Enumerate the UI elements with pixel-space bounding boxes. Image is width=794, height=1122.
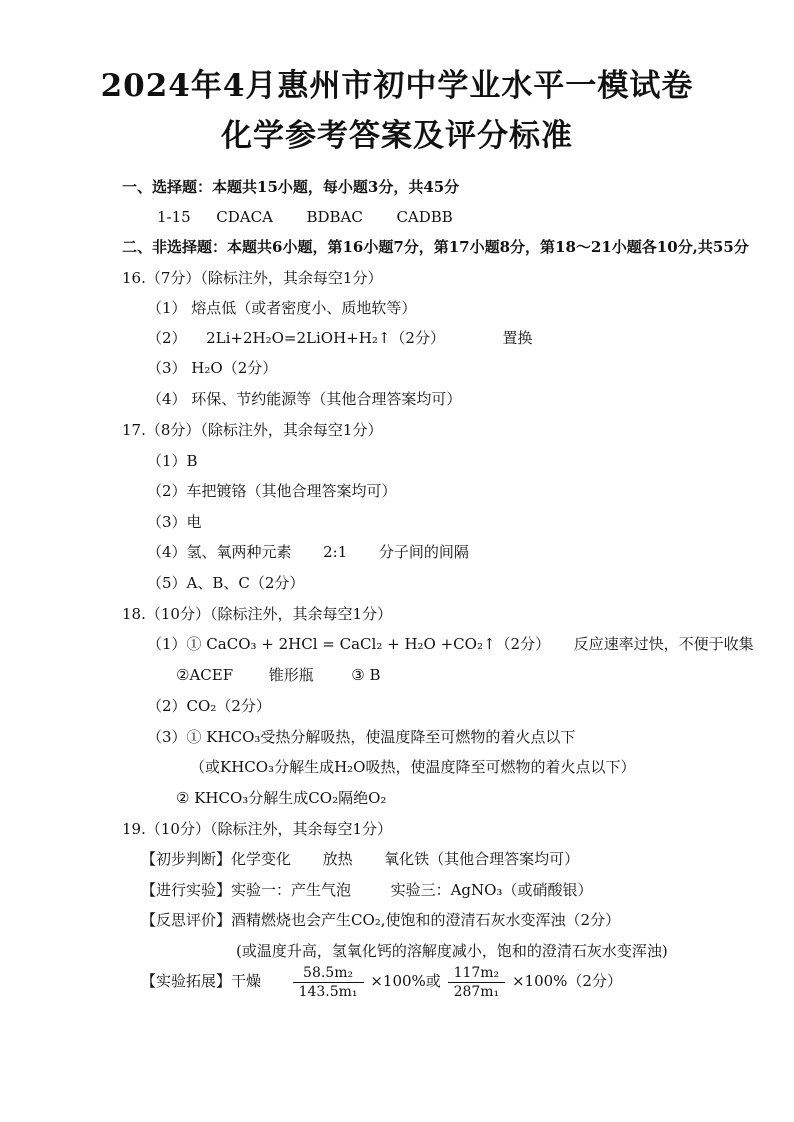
fraction-2-numerator: 117m₂ xyxy=(448,965,506,983)
q16-a2-reaction-type: 置换 xyxy=(502,329,533,347)
section1-heading: 一、选择题：本题共15小题，每小题3分，共45分 xyxy=(122,178,460,196)
q16-answer-2 xyxy=(147,328,533,348)
q19-judge-2: 放热 xyxy=(322,850,353,868)
q19-ext-mid: ×100%或 xyxy=(370,972,441,990)
answer-group-1: CDACA xyxy=(216,208,273,226)
q19-exp-2: 实验三：AgNO₃（或硝酸银） xyxy=(390,881,593,899)
q18-a1-reason: 反应速率过快，不便于收集 xyxy=(573,635,754,653)
q17-heading: 17.（8分）（除标注外，其余每空1分） xyxy=(122,421,383,439)
q18-answer-1b xyxy=(176,665,381,685)
answer-range: 1-15 xyxy=(157,208,191,226)
q17-a4-part1: （4）氢、氧两种元素 xyxy=(147,543,292,561)
page-subtitle: 化学参考答案及评分标准 xyxy=(221,118,573,154)
fraction-1 xyxy=(293,965,364,1000)
q19-reflect-alt: (或温度升高，氢氧化钙的溶解度减小，饱和的澄清石灰水变浑浊) xyxy=(236,942,668,960)
q17-answer-4 xyxy=(147,542,469,562)
q19-extension xyxy=(141,962,622,1000)
q19-experiment xyxy=(141,880,592,900)
q19-heading: 19.（10分）（除标注外，其余每空1分） xyxy=(122,820,392,838)
q16-heading: 16.（7分）（除标注外，其余每空1分） xyxy=(122,269,383,287)
q18-a1-devices: ②ACEF xyxy=(176,666,234,684)
fraction-1-numerator: 58.5m₂ xyxy=(293,965,364,983)
q16-answer-3: （3） H₂O（2分） xyxy=(147,359,278,377)
q19-judge-3: 氧化铁（其他合理答案均可） xyxy=(384,850,580,868)
page-title: 2024年4月惠州市初中学业水平一模试卷 xyxy=(100,68,694,104)
q16-answer-4: （4） 环保、节约能源等（其他合理答案均可） xyxy=(147,390,462,408)
q19-reflect: 【反思评价】酒精燃烧也会产生CO₂,使饱和的澄清石灰水变浑浊（2分） xyxy=(141,911,621,929)
fraction-2 xyxy=(448,965,506,1000)
section2-heading: 二、非选择题：本题共6小题，第16小题7分，第17小题8分，第18～21小题各10分,共55分 xyxy=(122,238,749,256)
q18-a1-choice: ③ B xyxy=(351,666,381,684)
answer-group-2: BDBAC xyxy=(306,208,363,226)
section1-answers xyxy=(157,207,453,227)
q17-answer-1: （1）B xyxy=(147,452,198,470)
q17-a4-ratio: 2:1 xyxy=(323,543,348,561)
q16-answer-1: （1） 熔点低（或者密度小、质地软等） xyxy=(147,299,417,317)
q18-heading: 18.（10分）（除标注外，其余每空1分） xyxy=(122,605,392,623)
q18-answer-2: （2）CO₂（2分） xyxy=(147,697,271,715)
q18-answer-3-alt: （或KHCO₃分解生成H₂O吸热，使温度降至可燃物的着火点以下） xyxy=(190,758,636,776)
q18-answer-3-2: ② KHCO₃分解生成CO₂隔绝O₂ xyxy=(176,789,387,807)
q18-a1-instrument: 锥形瓶 xyxy=(268,666,314,684)
q18-answer-3: （3）① KHCO₃受热分解吸热，使温度降至可燃物的着火点以下 xyxy=(147,728,576,746)
q17-a4-part3: 分子间的间隔 xyxy=(378,543,469,561)
fraction-1-denominator: 143.5m₁ xyxy=(298,983,358,1000)
answer-group-3: CADBB xyxy=(396,208,453,226)
q19-ext-tail: ×100%（2分） xyxy=(511,972,622,990)
fraction-2-denominator: 287m₁ xyxy=(453,983,500,1000)
q16-a2-num: （2） xyxy=(147,329,187,347)
q16-a2-equation: 2Li+2H₂O=2LiOH+H₂↑（2分） xyxy=(206,329,445,347)
q17-answer-3: （3）电 xyxy=(147,513,202,531)
q17-answer-2: （2）车把镀铬（其他合理答案均可） xyxy=(147,482,397,500)
q19-judge-1: 【初步判断】化学变化 xyxy=(141,850,292,868)
q18-a1-equation: （1）① CaCO₃ + 2HCl = CaCl₂ + H₂O +CO₂↑（2分） xyxy=(147,635,551,653)
q19-exp-1: 【进行实验】实验一：产生气泡 xyxy=(141,881,352,899)
q17-answer-5: （5）A、B、C（2分） xyxy=(147,574,305,592)
q19-ext-label: 【实验拓展】干燥 xyxy=(141,972,262,990)
q18-answer-1 xyxy=(147,634,754,654)
q19-judge xyxy=(141,849,579,869)
